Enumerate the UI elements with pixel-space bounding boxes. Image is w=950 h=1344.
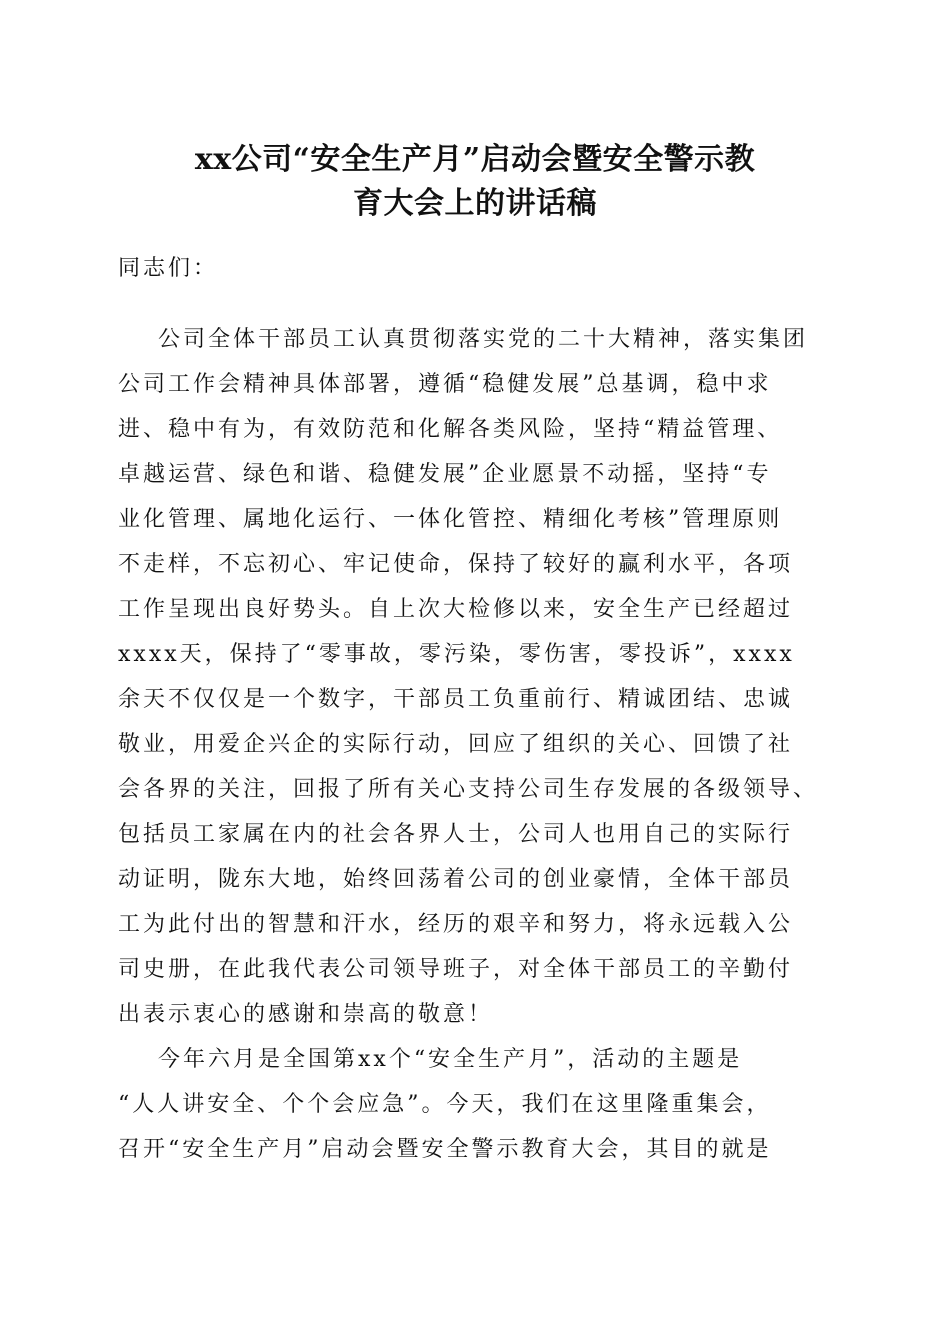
- paragraph-line: 卓越运营、绿色和谐、稳健发展”企业愿景不动摇，坚持“专: [118, 462, 772, 487]
- paragraph-line: 余天不仅仅是一个数字，干部员工负重前行、精诚团结、忠诚: [118, 687, 794, 712]
- paragraph-line: 动证明，陇东大地，始终回荡着公司的创业豪情，全体干部员: [118, 867, 794, 892]
- paragraph-line: 今年六月是全国第xx个“安全生产月”，活动的主题是: [158, 1047, 743, 1072]
- paragraph-line: 敬业，用爱企兴企的实际行动，回应了组织的关心、回馈了社: [118, 732, 794, 757]
- paragraph-line: 出表示衷心的感谢和崇高的敬意！: [118, 1002, 494, 1027]
- paragraph-line: xxxx天，保持了“零事故，零污染，零伤害，零投诉”，xxxx: [118, 642, 795, 667]
- salutation: 同志们：: [118, 256, 219, 281]
- document-title-line-2: 育大会上的讲话稿: [353, 186, 597, 221]
- document-title-line-1: xx公司“安全生产月”启动会暨安全警示教: [194, 142, 756, 177]
- paragraph-line: 进、稳中有为，有效防范和化解各类风险，坚持“精益管理、: [118, 417, 783, 442]
- paragraph-line: 公司全体干部员工认真贯彻落实党的二十大精神，落实集团: [158, 327, 809, 352]
- paragraph-line: 工为此付出的智慧和汗水，经历的艰辛和努力，将永远载入公: [118, 912, 794, 937]
- paragraph-line: 召开“安全生产月”启动会暨安全警示教育大会，其目的就是: [118, 1137, 772, 1162]
- paragraph-line: 业化管理、属地化运行、一体化管控、精细化考核”管理原则: [118, 507, 783, 532]
- paragraph-line: 会各界的关注，回报了所有关心支持公司生存发展的各级领导、: [118, 777, 819, 802]
- paragraph-line: “人人讲安全、个个会应急”。今天，我们在这里隆重集会，: [118, 1092, 772, 1117]
- paragraph-line: 包括员工家属在内的社会各界人士，公司人也用自己的实际行: [118, 822, 794, 847]
- paragraph-line: 工作呈现出良好势头。自上次大检修以来，安全生产已经超过: [118, 597, 794, 622]
- paragraph-line: 公司工作会精神具体部署，遵循“稳健发展”总基调，稳中求: [118, 372, 772, 397]
- paragraph-line: 不走样，不忘初心、牢记使命，保持了较好的赢利水平，各项: [118, 552, 794, 577]
- paragraph-line: 司史册，在此我代表公司领导班子，对全体干部员工的辛勤付: [118, 957, 794, 982]
